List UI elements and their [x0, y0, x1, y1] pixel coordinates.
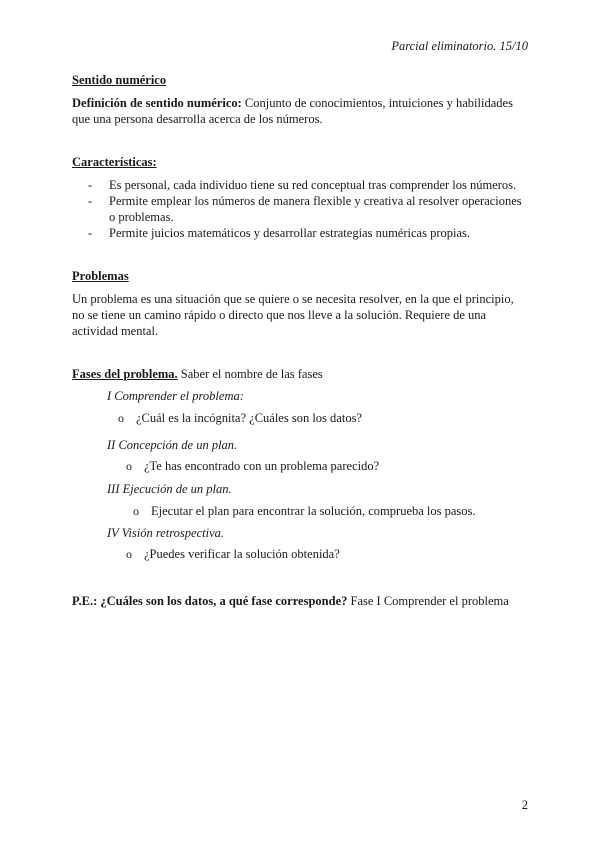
list-item: [88, 177, 528, 193]
phase-item-text: ¿Te has encontrado con un problema parecido?: [144, 459, 380, 473]
fases-heading: [72, 366, 528, 382]
section-title-caracteristicas: Características:: [72, 155, 157, 169]
list-item-text: Permite juicios matemáticos y desarrollar estrategias numéricas propias.: [109, 226, 470, 240]
dash-marker: -: [88, 226, 93, 240]
list-item: [88, 193, 528, 225]
circle-marker: o: [126, 459, 132, 473]
phase-item-text: ¿Puedes verificar la solución obtenida?: [144, 547, 340, 561]
phase-title-4: IV Visión retrospectiva.: [107, 526, 224, 540]
circle-marker: o: [133, 504, 139, 518]
circle-marker: o: [126, 547, 132, 561]
phase-item-2: [126, 458, 526, 474]
phase-title-1: I Comprender el problema:: [107, 389, 244, 403]
phase-item-text: Ejecutar el plan para encontrar la solución, comprueba los pasos.: [151, 504, 476, 518]
pe-answer: Fase I Comprender el problema: [347, 594, 509, 608]
list-item-text: Permite emplear los números de manera flexible y creativa al resolver operaciones o problemas.: [109, 194, 522, 224]
phase-item-1: [118, 410, 518, 426]
pe-label: P.E.: ¿Cuáles son los datos, a qué fase corresponde?: [72, 594, 348, 608]
phase-title-3: III Ejecución de un plan.: [107, 482, 232, 496]
dash-marker: -: [88, 194, 93, 208]
dash-marker: -: [88, 178, 93, 192]
list-item-text: Es personal, cada individuo tiene su red conceptual tras comprender los números.: [109, 178, 517, 192]
problemas-paragraph: Un problema es una situación que se quiere o se necesita resolver, en la que el principio, no se tiene un camino rápido o directo que nos lleve a la solución. Requiere de una actividad mental.: [72, 292, 514, 338]
pe-line: [72, 593, 528, 609]
definition-paragraph: [72, 95, 528, 127]
header-note: Parcial eliminatorio. 15/10: [391, 39, 528, 53]
phase-title-2: II Concepción de un plan.: [107, 438, 238, 452]
fases-subtitle: Saber el nombre de las fases: [177, 367, 323, 381]
section-title-fases: Fases del problema.: [72, 367, 178, 381]
page-number: 2: [521, 798, 528, 812]
list-item: [88, 225, 528, 241]
circle-marker: o: [118, 411, 124, 425]
section-title-sentido-numerico: Sentido numérico: [72, 73, 167, 87]
phase-item-4: [126, 546, 526, 562]
definition-label: Definición de sentido numérico:: [72, 96, 242, 110]
phase-item-text: ¿Cuál es la incógnita? ¿Cuáles son los datos?: [136, 411, 362, 425]
phase-item-3: [133, 503, 513, 519]
caracteristicas-list: [88, 177, 528, 241]
section-title-problemas: Problemas: [72, 269, 129, 283]
definition-text: Conjunto de conocimientos, intuiciones y habilidades que una persona desarrolla acerca de los números.: [72, 96, 513, 126]
